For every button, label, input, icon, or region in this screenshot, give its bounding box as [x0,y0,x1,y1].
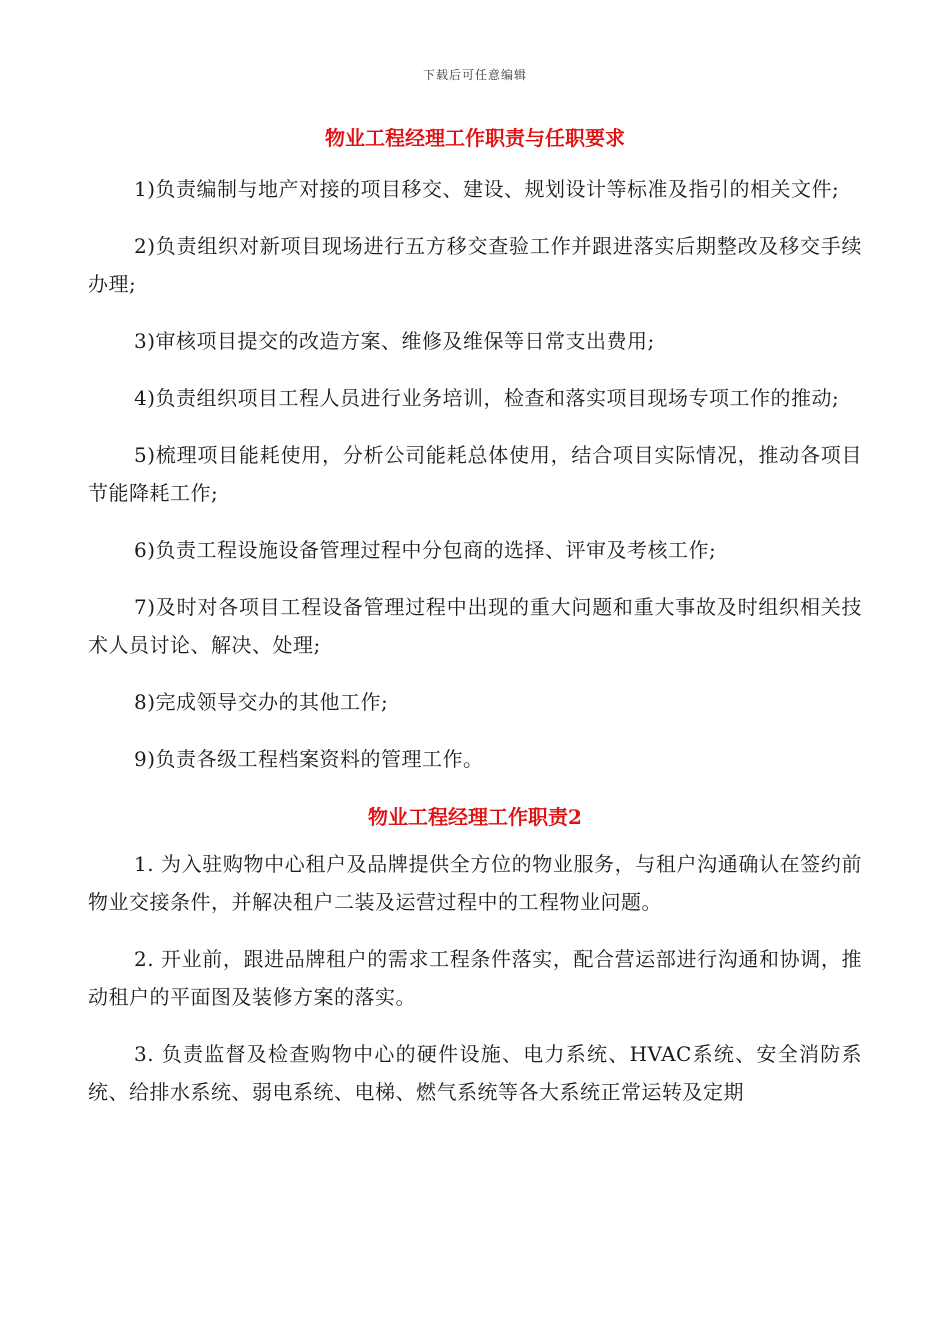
duty2-item-3: 3. 负责监督及检查购物中心的硬件设施、电力系统、HVAC系统、安全消防系统、给排水系统、弱电系统、电梯、燃气系统等各大系统正常运转及定期 [88,1042,862,1104]
duty2-item-1: 1. 为入驻购物中心租户及品牌提供全方位的物业服务，与租户沟通确认在签约前物业交接条件，并解决租户二装及运营过程中的工程物业问题。 [88,852,862,914]
duty-item-7: 7)及时对各项目工程设备管理过程中出现的重大问题和重大事故及时组织相关技术人员讨论、解决、处理; [88,595,862,657]
duty-item-8: 8)完成领导交办的其他工作; [134,690,389,714]
section-title-1: 物业工程经理工作职责与任职要求 [325,126,625,150]
duty-item-9: 9)负责各级工程档案资料的管理工作。 [134,747,484,771]
duty-item-1: 1)负责编制与地产对接的项目移交、建设、规划设计等标准及指引的相关文件; [134,177,840,201]
header-note: 下载后可任意编辑 [422,68,527,82]
duty-item-5: 5)梳理项目能耗使用，分析公司能耗总体使用，结合项目实际情况，推动各项目节能降耗工作; [88,443,862,505]
section-title-2: 物业工程经理工作职责2 [368,805,582,829]
duty-item-4: 4)负责组织项目工程人员进行业务培训，检查和落实项目现场专项工作的推动; [134,386,840,410]
duty-item-2: 2)负责组织对新项目现场进行五方移交查验工作并跟进落实后期整改及移交手续办理; [88,234,862,296]
duty2-item-2: 2. 开业前，跟进品牌租户的需求工程条件落实，配合营运部进行沟通和协调，推动租户的平面图及装修方案的落实。 [88,947,862,1009]
document-body [88,118,862,1130]
duty-item-3: 3)审核项目提交的改造方案、维修及维保等日常支出费用; [134,329,655,353]
duty-item-6: 6)负责工程设施设备管理过程中分包商的选择、评审及考核工作; [134,538,717,562]
